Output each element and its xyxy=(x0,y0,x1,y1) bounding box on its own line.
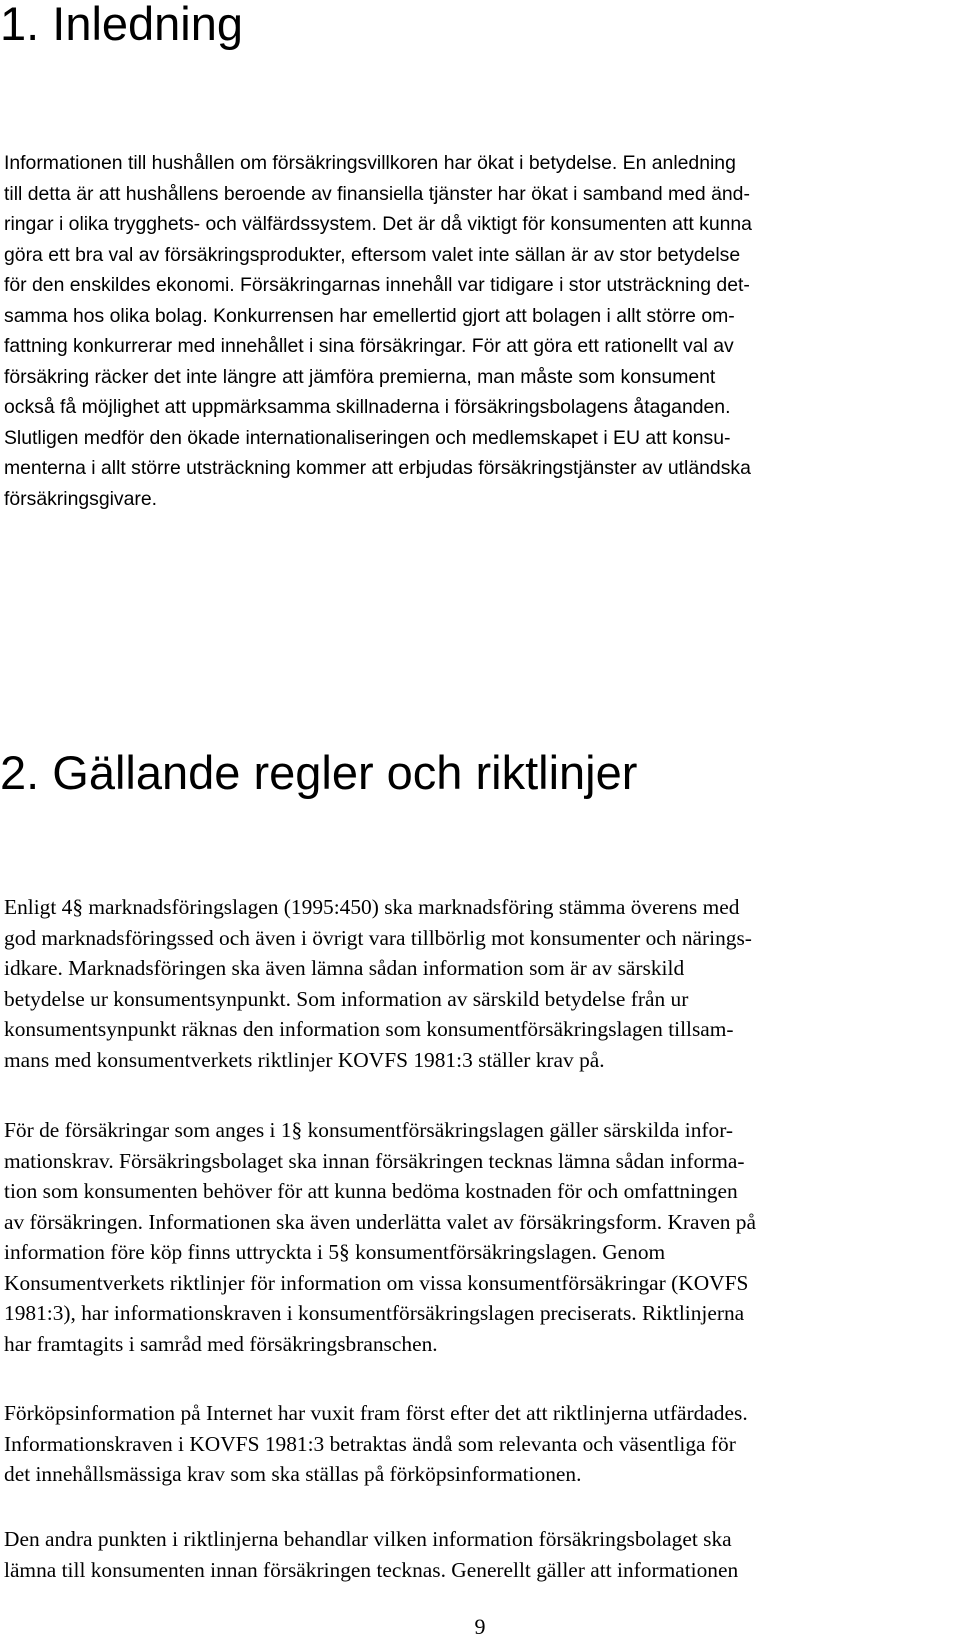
text-line: göra ett bra val av försäkringsprodukter, eftersom valet inte sällan är av stor betydelse xyxy=(4,243,741,266)
text-line: mans med konsumentverkets riktlinjer KOVFS 1981:3 ställer krav på. xyxy=(4,1047,605,1072)
text-line: Informationen till hushållen om försäkringsvillkoren har ökat i betydelse. En anledning xyxy=(4,152,736,174)
text-line: information före köp finns uttryckta i 5§ konsumentförsäkringslagen. Genom xyxy=(4,1240,666,1264)
text-line: fattning konkurrerar med innehållet i sina försäkringar. För att göra ett rationellt val av xyxy=(4,335,734,357)
text-line: Enligt 4§ marknadsföringslagen (1995:450) ska marknadsföring stämma överens med xyxy=(4,895,740,919)
section-2-heading: 2. Gällande regler och riktlinjer xyxy=(0,746,638,799)
page-number: 9 xyxy=(474,1614,486,1639)
text-line: För de försäkringar som anges i 1§ konsumentförsäkringslagen gäller särskilda infor- xyxy=(4,1118,734,1142)
text-line: Slutligen medför den ökade internationaliseringen och medlemskapet i EU att konsu- xyxy=(4,426,731,449)
text-line: betydelse ur konsumentsynpunkt. Som information av särskild betydelse från ur xyxy=(4,986,689,1011)
text-line: har framtagits i samråd med försäkringsbranschen. xyxy=(4,1331,438,1356)
text-line: lämna till konsumenten innan försäkringen tecknas. Generellt gäller att informationen xyxy=(4,1557,739,1582)
text-line: av försäkringen. Informationen ska även underlätta valet av försäkringsform. Kraven på xyxy=(4,1209,756,1234)
text-line: till detta är att hushållens beroende av finansiella tjänster har ökat i samband med änd- xyxy=(4,182,750,205)
section-2-paragraph-4 xyxy=(4,1524,956,1585)
text-line: 1981:3), har informationskraven i konsumentförsäkringslagen preciserats. Riktlinjerna xyxy=(4,1301,745,1325)
text-line: Den andra punkten i riktlinjerna behandlar vilken information försäkringsbolaget ska xyxy=(4,1527,732,1551)
text-line: idkare. Marknadsföringen ska även lämna sådan information som är av särskild xyxy=(4,956,685,980)
text-line: konsumentsynpunkt räknas den information som konsumentförsäkringslagen tillsam- xyxy=(4,1017,734,1041)
text-line: för den enskildes ekonomi. Försäkringarnas innehåll var tidigare i stor utsträckning det- xyxy=(4,274,750,296)
section-2-paragraph-2 xyxy=(4,1115,956,1359)
text-line: försäkringsgivare. xyxy=(4,487,158,510)
section-2-paragraph-3 xyxy=(4,1398,956,1490)
section-1-heading: 1. Inledning xyxy=(0,0,244,50)
section-2-paragraph-1 xyxy=(4,892,956,1075)
text-line: mationskrav. Försäkringsbolaget ska innan försäkringen tecknas lämna sådan informa- xyxy=(4,1148,745,1173)
text-line: ringar i olika trygghets- och välfärdssystem. Det är då viktigt för konsumenten att kunna xyxy=(4,213,752,235)
text-line: också få möjlighet att uppmärksamma skillnaderna i försäkringsbolagens åtaganden. xyxy=(4,396,731,418)
text-line: tion som konsumenten behöver för att kunna bedöma kostnaden för och omfattningen xyxy=(4,1179,738,1203)
text-line: samma hos olika bolag. Konkurrensen har emellertid gjort att bolagen i allt större om- xyxy=(4,304,735,327)
section-1-paragraph xyxy=(4,148,956,514)
text-line: Konsumentverkets riktlinjer för information om vissa konsumentförsäkringar (KOVFS xyxy=(4,1270,749,1295)
text-line: menterna i allt större utsträckning kommer att erbjudas försäkringstjänster av utländska xyxy=(4,457,751,479)
text-line: försäkring räcker det inte längre att jämföra premierna, man måste som konsument xyxy=(4,365,716,388)
text-line: det innehållsmässiga krav som ska ställas på förköpsinformationen. xyxy=(4,1462,582,1486)
text-line: god marknadsföringssed och även i övrigt vara tillbörlig mot konsumenter och närings- xyxy=(4,925,752,950)
text-line: Förköpsinformation på Internet har vuxit fram först efter det att riktlinjerna utfärdades. xyxy=(4,1401,748,1425)
text-line: Informationskraven i KOVFS 1981:3 betraktas ändå som relevanta och väsentliga för xyxy=(4,1431,736,1456)
